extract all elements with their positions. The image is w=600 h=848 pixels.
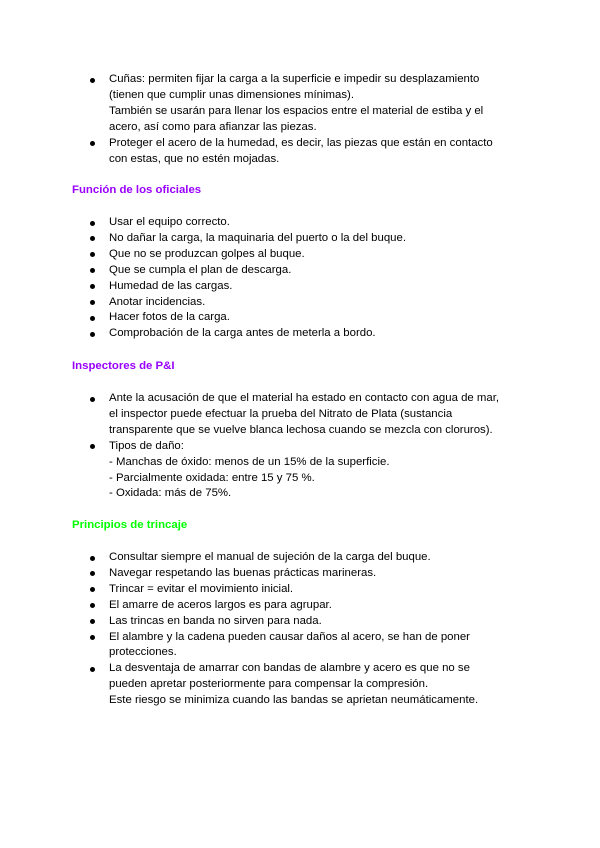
text-line: Navegar respetando las buenas prácticas marineras. bbox=[109, 566, 377, 579]
text-line: el inspector puede efectuar la prueba del Nitrato de Plata (sustancia bbox=[109, 407, 453, 420]
text-line: El alambre y la cadena pueden causar daños al acero, se han de poner bbox=[109, 630, 470, 643]
list-item bbox=[72, 391, 542, 439]
text-line: Comprobación de la carga antes de meterla a bordo. bbox=[109, 327, 376, 340]
text-line: transparente que se vuelve blanca lechosa cuando se mezcla con cloruros). bbox=[109, 423, 493, 436]
principios-bullet-list bbox=[72, 550, 542, 709]
text-line: Las trincas en banda no sirven para nada. bbox=[109, 614, 322, 627]
list-item bbox=[72, 566, 542, 582]
list-item bbox=[72, 550, 542, 566]
list-item bbox=[72, 630, 542, 662]
text-line: Consultar siempre el manual de sujeción de la carga del buque. bbox=[109, 551, 431, 563]
text-line: El amarre de aceros largos es para agrupar. bbox=[109, 598, 332, 611]
text-line: Este riesgo se minimiza cuando las bandas se aprietan neumáticamente. bbox=[109, 694, 479, 707]
list-item bbox=[72, 614, 542, 630]
list-item bbox=[72, 295, 542, 311]
list-item bbox=[72, 326, 542, 342]
text-line: Hacer fotos de la carga. bbox=[109, 311, 230, 324]
text-line: No dañar la carga, la maquinaria del puerto o la del buque. bbox=[109, 231, 406, 244]
text-line: Que se cumpla el plan de descarga. bbox=[109, 263, 292, 276]
funcion-bullet-list bbox=[72, 215, 542, 342]
list-item bbox=[72, 247, 542, 263]
inspectores-bullet-list bbox=[72, 391, 542, 502]
list-item bbox=[72, 439, 542, 503]
section-heading-principios: Principios de trincaje bbox=[72, 519, 188, 531]
section-heading-inspectores: Inspectores de P&I bbox=[72, 360, 175, 372]
list-item bbox=[72, 136, 542, 168]
list-item bbox=[72, 72, 542, 136]
list-item bbox=[72, 661, 542, 709]
text-line: Humedad de las cargas. bbox=[109, 279, 233, 292]
text-line: Tipos de daño: bbox=[109, 439, 184, 452]
text-line: Usar el equipo correcto. bbox=[109, 216, 230, 228]
text-line: protecciones. bbox=[109, 646, 177, 659]
list-item bbox=[72, 263, 542, 279]
text-line: - Manchas de óxido: menos de un 15% de la superficie. bbox=[109, 455, 390, 468]
text-line: Cuñas: permiten fijar la carga a la superficie e impedir su desplazamiento bbox=[109, 73, 480, 85]
intro-bullet-list bbox=[72, 72, 542, 167]
text-line: (tienen que cumplir unas dimensiones mínimas). bbox=[109, 88, 355, 101]
list-item bbox=[72, 279, 542, 295]
text-line: La desventaja de amarrar con bandas de alambre y acero es que no se bbox=[109, 662, 470, 675]
section-heading-funcion: Función de los oficiales bbox=[72, 184, 202, 196]
list-item bbox=[72, 310, 542, 326]
list-item bbox=[72, 215, 542, 231]
text-line: Anotar incidencias. bbox=[109, 295, 206, 308]
text-line: Trincar = evitar el movimiento inicial. bbox=[109, 582, 294, 595]
list-item bbox=[72, 231, 542, 247]
text-line: pueden apretar posteriormente para compensar la compresión. bbox=[109, 678, 429, 691]
text-line: - Parcialmente oxidada: entre 15 y 75 %. bbox=[109, 471, 315, 484]
text-line: También se usarán para llenar los espacios entre el material de estiba y el bbox=[109, 104, 484, 117]
text-line: Que no se produzcan golpes al buque. bbox=[109, 247, 305, 260]
text-line: - Oxidada: más de 75%. bbox=[109, 487, 232, 500]
text-line: Proteger el acero de la humedad, es decir, las piezas que están en contacto bbox=[109, 136, 493, 149]
text-line: con estas, que no estén mojadas. bbox=[109, 152, 280, 165]
text-line: Ante la acusación de que el material ha estado en contacto con agua de mar, bbox=[109, 392, 500, 404]
list-item bbox=[72, 598, 542, 614]
list-item bbox=[72, 582, 542, 598]
text-line: acero, así como para afianzar las piezas. bbox=[109, 120, 317, 133]
